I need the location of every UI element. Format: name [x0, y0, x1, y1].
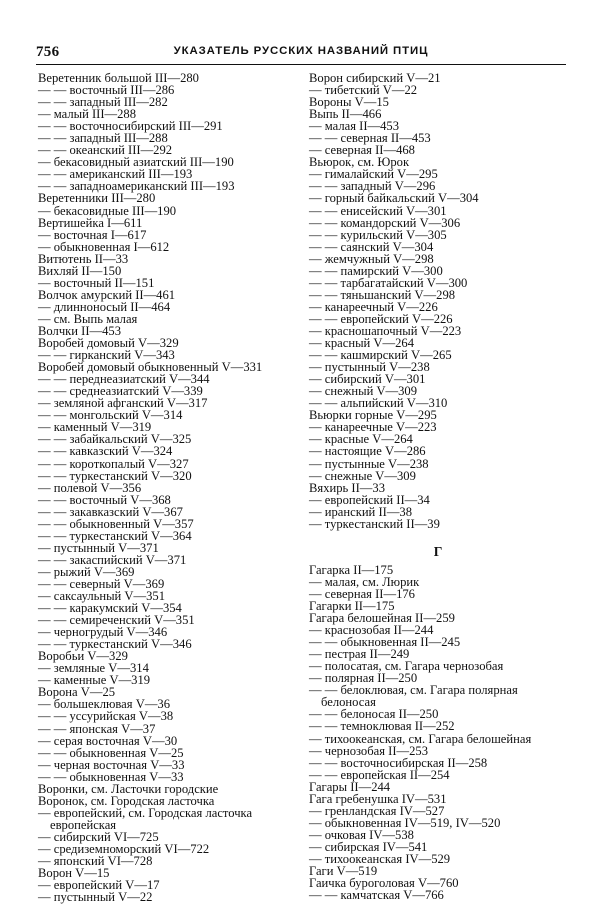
index-entry: Гаги V—519 — [309, 864, 378, 879]
index-entry: — средиземноморский VI—722 — [38, 842, 210, 856]
index-entry: Воронки, см. Ласточки городские — [38, 781, 219, 796]
index-entry-continuation: европейская — [50, 817, 117, 832]
index-entry: — каменные V—319 — [38, 673, 151, 688]
index-entry: — — обыкновенная II—245 — [309, 635, 461, 650]
index-entry: — пустынный V—22 — [38, 890, 153, 904]
index-entry: — горный байкальский V—304 — [309, 191, 479, 206]
index-entry: — саксаульный V—351 — [38, 589, 166, 604]
index-entry: — — туркестанский V—346 — [38, 637, 192, 652]
index-entry: — пустынный V—371 — [38, 540, 159, 555]
index-entry: — — восточносибирская II—258 — [309, 755, 488, 770]
index-entry: — тихоокеанская IV—529 — [309, 852, 451, 866]
index-entry: — красный V—264 — [309, 336, 415, 351]
index-entry: — очковая IV—538 — [309, 827, 414, 842]
index-entry: — северная II—468 — [309, 143, 415, 158]
index-entry: — сибирский VI—725 — [38, 829, 159, 844]
index-entry: — тихоокеанская, см. Гагара белошейная — [309, 731, 532, 746]
index-entry: Вяхирь II—33 — [309, 480, 385, 495]
index-entry: Волчки II—453 — [38, 323, 122, 338]
index-entry: — — американский III—193 — [38, 167, 193, 182]
index-entry: — — европейский V—226 — [309, 311, 453, 326]
index-entry: — европейский, см. Городская ласточка — [38, 805, 253, 820]
index-entry: — — тарбагатайский V—300 — [309, 275, 468, 290]
index-entry: — — восточносибирский III—291 — [38, 119, 223, 134]
index-entry: Воронок, см. Городская ласточка — [38, 793, 215, 808]
index-entry: — земляные V—314 — [38, 661, 149, 676]
index-entry: — японский VI—728 — [38, 854, 153, 869]
index-entry: Вертишейка I—611 — [38, 215, 143, 230]
index-entry: — — среднеазиатский V—339 — [38, 384, 203, 399]
index-entry: — — короткопалый V—327 — [38, 456, 189, 471]
index-entry: — — закавказский V—367 — [38, 504, 183, 519]
index-column-right — [307, 72, 569, 901]
index-entry: — — камчатская V—766 — [309, 888, 444, 903]
index-entry: — малая, см. Люрик — [309, 574, 420, 589]
index-entry: — — саянский V—304 — [309, 239, 434, 254]
index-entry: — обыкновенная I—612 — [38, 239, 170, 254]
index-entry: — — западноамериканский III—193 — [38, 179, 235, 194]
index-entry: — земляной афганский V—317 — [38, 396, 208, 411]
index-entry: — жемчужный V—298 — [309, 251, 434, 266]
index-entry: — длинноносый II—464 — [38, 299, 171, 314]
index-entry: Выпь II—466 — [309, 107, 382, 122]
index-entry: — восточная I—617 — [38, 227, 147, 242]
index-entry: — — западный III—288 — [38, 131, 168, 146]
index-entry: — — курильский V—305 — [309, 227, 447, 242]
index-entry: Воробьи V—329 — [38, 649, 128, 664]
index-entry: — — памирский V—300 — [309, 263, 443, 278]
index-entry: — пестрая II—249 — [309, 647, 410, 662]
index-entry: Вьюрок, см. Юрок — [309, 155, 410, 170]
index-entry: — — каракумский V—354 — [38, 601, 182, 616]
page-header — [36, 42, 566, 65]
index-entry: — гималайский V—295 — [309, 167, 438, 182]
index-entry: — — белоклювая, см. Гагара полярная — [309, 683, 518, 698]
index-entry: — сибирский V—301 — [309, 372, 426, 387]
index-entry: — — северная II—453 — [309, 131, 431, 146]
index-entry: — канареечный V—226 — [309, 299, 438, 314]
index-entry: — — восточный V—368 — [38, 492, 171, 507]
index-entry: — сибирская IV—541 — [309, 839, 428, 854]
index-entry: Воробей домовый обыкновенный V—331 — [38, 360, 263, 375]
index-entry: — — туркестанский V—320 — [38, 468, 192, 483]
index-entry: — — кашмирский V—265 — [309, 348, 452, 363]
index-entry: — — кавказский V—324 — [38, 444, 173, 459]
index-entry: — снежный V—309 — [309, 384, 418, 399]
index-entry: Витютень II—33 — [38, 251, 129, 266]
index-entry: — — обыкновенная V—25 — [38, 745, 184, 760]
index-entry-continuation: белоносая — [321, 695, 376, 710]
index-entry: — чернозобая II—253 — [309, 743, 429, 758]
index-entry: — — тяньшанский V—298 — [309, 287, 456, 302]
index-entry: — см. Выпь малая — [38, 311, 138, 326]
index-entry: — черная восточная V—33 — [38, 757, 185, 772]
index-entry: Воробей домовый V—329 — [38, 336, 179, 351]
index-entry: Вьюрки горные V—295 — [309, 408, 437, 423]
index-entry: — — обыкновенный V—357 — [38, 516, 194, 531]
index-entry: Гага гребенушка IV—531 — [309, 791, 447, 806]
index-column-left — [36, 72, 294, 903]
index-entry: Ворон сибирский V—21 — [309, 71, 441, 85]
index-entry: — полосатая, см. Гагара чернозобая — [309, 659, 504, 674]
index-entry: — бекасовидные III—190 — [38, 203, 177, 218]
index-entry: — — уссурийская V—38 — [38, 709, 174, 724]
index-entry: — снежные V—309 — [309, 468, 416, 483]
index-entry: Гагарка II—175 — [309, 562, 394, 577]
index-entry: Гаичка буроголовая V—760 — [309, 876, 459, 891]
index-entry: — — западный V—296 — [309, 179, 436, 194]
index-entry: — — переднеазиатский V—344 — [38, 372, 210, 387]
index-entry: — малая II—453 — [309, 119, 400, 134]
index-entry: Веретенники III—280 — [38, 191, 156, 206]
index-entry: — канареечные V—223 — [309, 420, 437, 435]
index-entry: — — туркестанский V—364 — [38, 528, 192, 543]
index-entry: — полевой V—356 — [38, 480, 142, 495]
index-entry: — — европейская II—254 — [309, 767, 450, 782]
index-entry: — — обыкновенная V—33 — [38, 769, 184, 784]
index-entry: — гренландская IV—527 — [309, 803, 445, 818]
index-entry: Гагары II—244 — [309, 779, 391, 794]
index-entry: — — темноклювая II—252 — [309, 719, 455, 734]
index-entry: — европейский V—17 — [38, 878, 160, 893]
index-entry: Гагара белошейная II—259 — [309, 611, 455, 626]
index-entry: — восточный II—151 — [38, 275, 155, 290]
index-entry: — европейский II—34 — [309, 492, 430, 507]
index-entry: — — японская V—37 — [38, 721, 156, 736]
index-entry: — пустынный V—238 — [309, 360, 430, 375]
index-entry: — — альпийский V—310 — [309, 396, 448, 411]
running-title: УКАЗАТЕЛЬ РУССКИХ НАЗВАНИЙ ПТИЦ — [173, 45, 429, 57]
section-letter-heading: Г — [433, 543, 443, 559]
index-entry: Веретенник большой III—280 — [38, 71, 199, 85]
page-number: 756 — [36, 44, 60, 60]
index-entry: — настоящие V—286 — [309, 444, 426, 459]
index-entry: Ворон V—15 — [38, 866, 110, 881]
index-entry: Гагарки II—175 — [309, 599, 395, 614]
index-entry: — тибетский V—22 — [309, 83, 418, 98]
index-entry: — — западный III—282 — [38, 95, 168, 110]
index-entry: — бекасовидный азиатский III—190 — [38, 155, 234, 170]
letter-gap — [307, 530, 569, 540]
index-entry: — — гирканский V—343 — [38, 348, 175, 363]
index-entry: — — восточный III—286 — [38, 83, 175, 98]
index-entry: — полярная II—250 — [309, 671, 418, 686]
index-entry: — — монгольский V—314 — [38, 408, 183, 423]
index-entry: — — командорский V—306 — [309, 215, 461, 230]
index-entry: — — семиреченский V—351 — [38, 613, 195, 628]
index-entry: Волчок амурский II—461 — [38, 287, 176, 302]
index-entry: — каменный V—319 — [38, 420, 152, 435]
index-entry: — пустынные V—238 — [309, 456, 429, 471]
index-entry: — краснозобая II—244 — [309, 623, 434, 638]
index-entry: — черногрудый V—346 — [38, 625, 168, 640]
index-entry: — — северный V—369 — [38, 576, 165, 591]
index-entry: — — океанский III—292 — [38, 143, 173, 158]
index-entry: — туркестанский II—39 — [309, 516, 440, 531]
index-entry: — обыкновенная IV—519, IV—520 — [309, 815, 501, 830]
index-entry: Вихляй II—150 — [38, 263, 122, 278]
index-entry: Вороны V—15 — [309, 95, 389, 110]
index-entry: — иранский II—38 — [309, 504, 413, 519]
index-entry: — — забайкальский V—325 — [38, 432, 192, 447]
index-entry: — серая восточная V—30 — [38, 733, 178, 748]
index-entry: — — закаспийский V—371 — [38, 552, 187, 567]
index-entry: — — белоносая II—250 — [309, 707, 439, 722]
index-entry: — — енисейский V—301 — [309, 203, 447, 218]
index-entry: Ворона V—25 — [38, 685, 116, 700]
index-entry: — большеклювая V—36 — [38, 697, 171, 712]
index-entry: — малый III—288 — [38, 107, 137, 122]
index-entry: — северная II—176 — [309, 586, 415, 601]
index-entry: — красношапочный V—223 — [309, 323, 462, 338]
index-entry: — рыжий V—369 — [38, 564, 135, 579]
index-entry: — красные V—264 — [309, 432, 413, 447]
